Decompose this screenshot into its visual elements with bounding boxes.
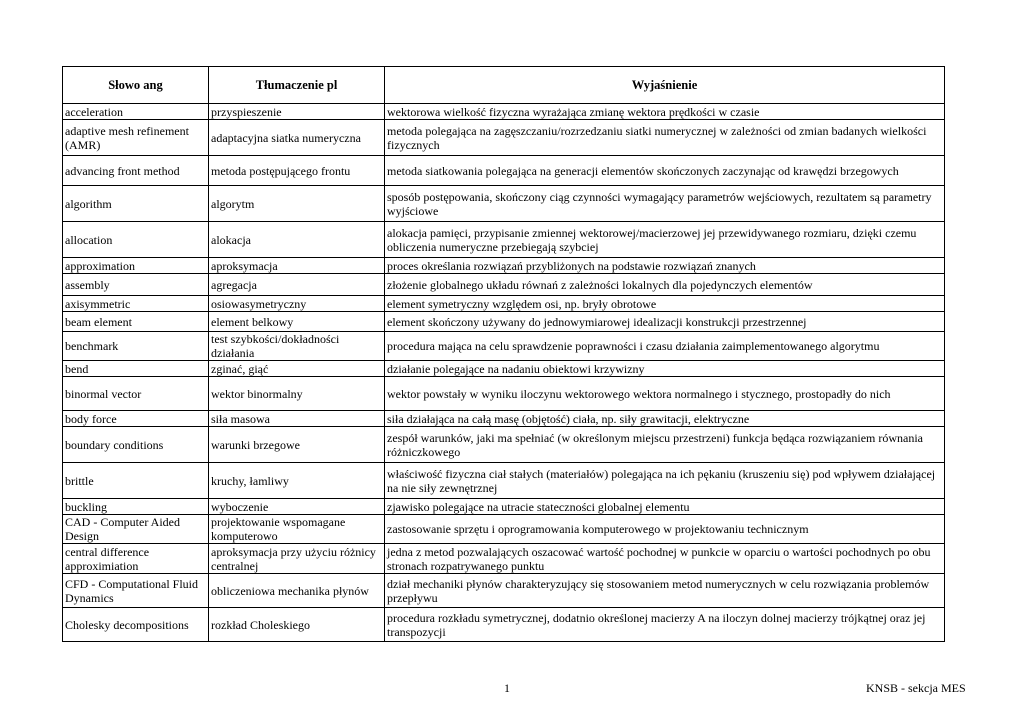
table-row xyxy=(63,120,945,156)
cell-polish-translation: warunki brzegowe xyxy=(209,427,385,463)
cell-english-word: Cholesky decompositions xyxy=(63,608,209,642)
cell-explanation: metoda siatkowania polegająca na generacji elementów skończonych zaczynając od krawędzi brzegowych xyxy=(385,156,945,186)
cell-explanation: element symetryczny względem osi, np. bryły obrotowe xyxy=(385,296,945,312)
cell-polish-translation: test szybkości/dokładności działania xyxy=(209,332,385,361)
cell-english-word: advancing front method xyxy=(63,156,209,186)
cell-explanation: właściwość fizyczna ciał stałych (materiałów) polegająca na ich pękaniu (kruszeniu się) pod wpływem działającej na nie siły zewnętrznej xyxy=(385,463,945,499)
table-row xyxy=(63,377,945,411)
cell-explanation: zespół warunków, jaki ma spełniać (w określonym miejscu przestrzeni) funkcja będąca rozwiązaniem równania różniczkowego xyxy=(385,427,945,463)
cell-polish-translation: projektowanie wspomagane komputerowo xyxy=(209,515,385,544)
cell-english-word: approximation xyxy=(63,258,209,274)
cell-english-word: algorithm xyxy=(63,186,209,222)
cell-polish-translation: element belkowy xyxy=(209,312,385,332)
cell-polish-translation: algorytm xyxy=(209,186,385,222)
table-row xyxy=(63,104,945,120)
table-row xyxy=(63,312,945,332)
cell-english-word: brittle xyxy=(63,463,209,499)
cell-english-word: CFD - Computational Fluid Dynamics xyxy=(63,574,209,608)
cell-polish-translation: przyspieszenie xyxy=(209,104,385,120)
cell-polish-translation: siła masowa xyxy=(209,411,385,427)
cell-explanation: zastosowanie sprzętu i oprogramowania komputerowego w projektowaniu technicznym xyxy=(385,515,945,544)
cell-polish-translation: osiowasymetryczny xyxy=(209,296,385,312)
cell-explanation: wektorowa wielkość fizyczna wyrażająca zmianę wektora prędkości w czasie xyxy=(385,104,945,120)
cell-english-word: beam element xyxy=(63,312,209,332)
cell-english-word: bend xyxy=(63,361,209,377)
cell-polish-translation: metoda postępującego frontu xyxy=(209,156,385,186)
table-row xyxy=(63,332,945,361)
cell-english-word: binormal vector xyxy=(63,377,209,411)
cell-polish-translation: aproksymacja przy użyciu różnicy centralnej xyxy=(209,544,385,574)
cell-english-word: buckling xyxy=(63,499,209,515)
table-row xyxy=(63,499,945,515)
table-row xyxy=(63,608,945,642)
table-row xyxy=(63,361,945,377)
table-row xyxy=(63,156,945,186)
cell-english-word: acceleration xyxy=(63,104,209,120)
table-row xyxy=(63,574,945,608)
table-row xyxy=(63,411,945,427)
cell-explanation: jedna z metod pozwalających oszacować wartość pochodnej w punkcie w oparciu o wartości pochodnych po obu stronach rozpatrywanego punktu xyxy=(385,544,945,574)
cell-explanation: zjawisko polegające na utracie stateczności globalnej elementu xyxy=(385,499,945,515)
table-header-row xyxy=(63,67,945,104)
cell-explanation: dział mechaniki płynów charakteryzujący się stosowaniem metod numerycznych w celu rozwiązania problemów przepływu xyxy=(385,574,945,608)
cell-polish-translation: zginać, giąć xyxy=(209,361,385,377)
cell-explanation: proces określania rozwiązań przybliżonych na podstawie rozwiązań znanych xyxy=(385,258,945,274)
cell-polish-translation: aproksymacja xyxy=(209,258,385,274)
table-row xyxy=(63,463,945,499)
cell-polish-translation: adaptacyjna siatka numeryczna xyxy=(209,120,385,156)
cell-explanation: siła działająca na całą masę (objętość) ciała, np. siły grawitacji, elektryczne xyxy=(385,411,945,427)
table-row xyxy=(63,274,945,296)
cell-polish-translation: kruchy, łamliwy xyxy=(209,463,385,499)
cell-english-word: central difference approximiation xyxy=(63,544,209,574)
cell-english-word: allocation xyxy=(63,222,209,258)
cell-explanation: sposób postępowania, skończony ciąg czynności wymagający parametrów wejściowych, rezultatem są parametry wyjściowe xyxy=(385,186,945,222)
table-row xyxy=(63,515,945,544)
cell-polish-translation: agregacja xyxy=(209,274,385,296)
cell-english-word: CAD - Computer Aided Design xyxy=(63,515,209,544)
cell-explanation: złożenie globalnego układu równań z zależności lokalnych dla pojedynczych elementów xyxy=(385,274,945,296)
cell-polish-translation: alokacja xyxy=(209,222,385,258)
cell-explanation: procedura mająca na celu sprawdzenie poprawności i czasu działania zaimplementowanego algorytmu xyxy=(385,332,945,361)
cell-polish-translation: obliczeniowa mechanika płynów xyxy=(209,574,385,608)
glossary-table xyxy=(62,66,945,642)
cell-english-word: body force xyxy=(63,411,209,427)
header-polish-translation: Tłumaczenie pl xyxy=(209,67,385,104)
footer-section-label: KNSB - sekcja MES xyxy=(866,681,966,695)
cell-explanation: wektor powstały w wyniku iloczynu wektorowego wektora normalnego i stycznego, prostopadły do nich xyxy=(385,377,945,411)
cell-english-word: boundary conditions xyxy=(63,427,209,463)
table-row xyxy=(63,258,945,274)
cell-polish-translation: rozkład Choleskiego xyxy=(209,608,385,642)
header-explanation: Wyjaśnienie xyxy=(385,67,945,104)
table-row xyxy=(63,186,945,222)
cell-english-word: adaptive mesh refinement (AMR) xyxy=(63,120,209,156)
header-english-word: Słowo ang xyxy=(63,67,209,104)
cell-english-word: assembly xyxy=(63,274,209,296)
table-row xyxy=(63,544,945,574)
cell-explanation: metoda polegająca na zagęszczaniu/rozrzedzaniu siatki numerycznej w zależności od zmian badanych wielkości fizycznych xyxy=(385,120,945,156)
cell-explanation: procedura rozkładu symetrycznej, dodatnio określonej macierzy A na iloczyn dolnej macierzy trójkątnej oraz jej transpozycji xyxy=(385,608,945,642)
table-row xyxy=(63,427,945,463)
cell-explanation: alokacja pamięci, przypisanie zmiennej wektorowej/macierzowej jej przewidywanego rozmiaru, dzięki czemu obliczenia numeryczne przebiegają szybciej xyxy=(385,222,945,258)
cell-explanation: działanie polegające na nadaniu obiektowi krzywizny xyxy=(385,361,945,377)
page-number: 1 xyxy=(504,681,510,695)
cell-polish-translation: wektor binormalny xyxy=(209,377,385,411)
cell-polish-translation: wyboczenie xyxy=(209,499,385,515)
cell-english-word: benchmark xyxy=(63,332,209,361)
cell-explanation: element skończony używany do jednowymiarowej idealizacji konstrukcji przestrzennej xyxy=(385,312,945,332)
table-row xyxy=(63,296,945,312)
table-row xyxy=(63,222,945,258)
cell-english-word: axisymmetric xyxy=(63,296,209,312)
